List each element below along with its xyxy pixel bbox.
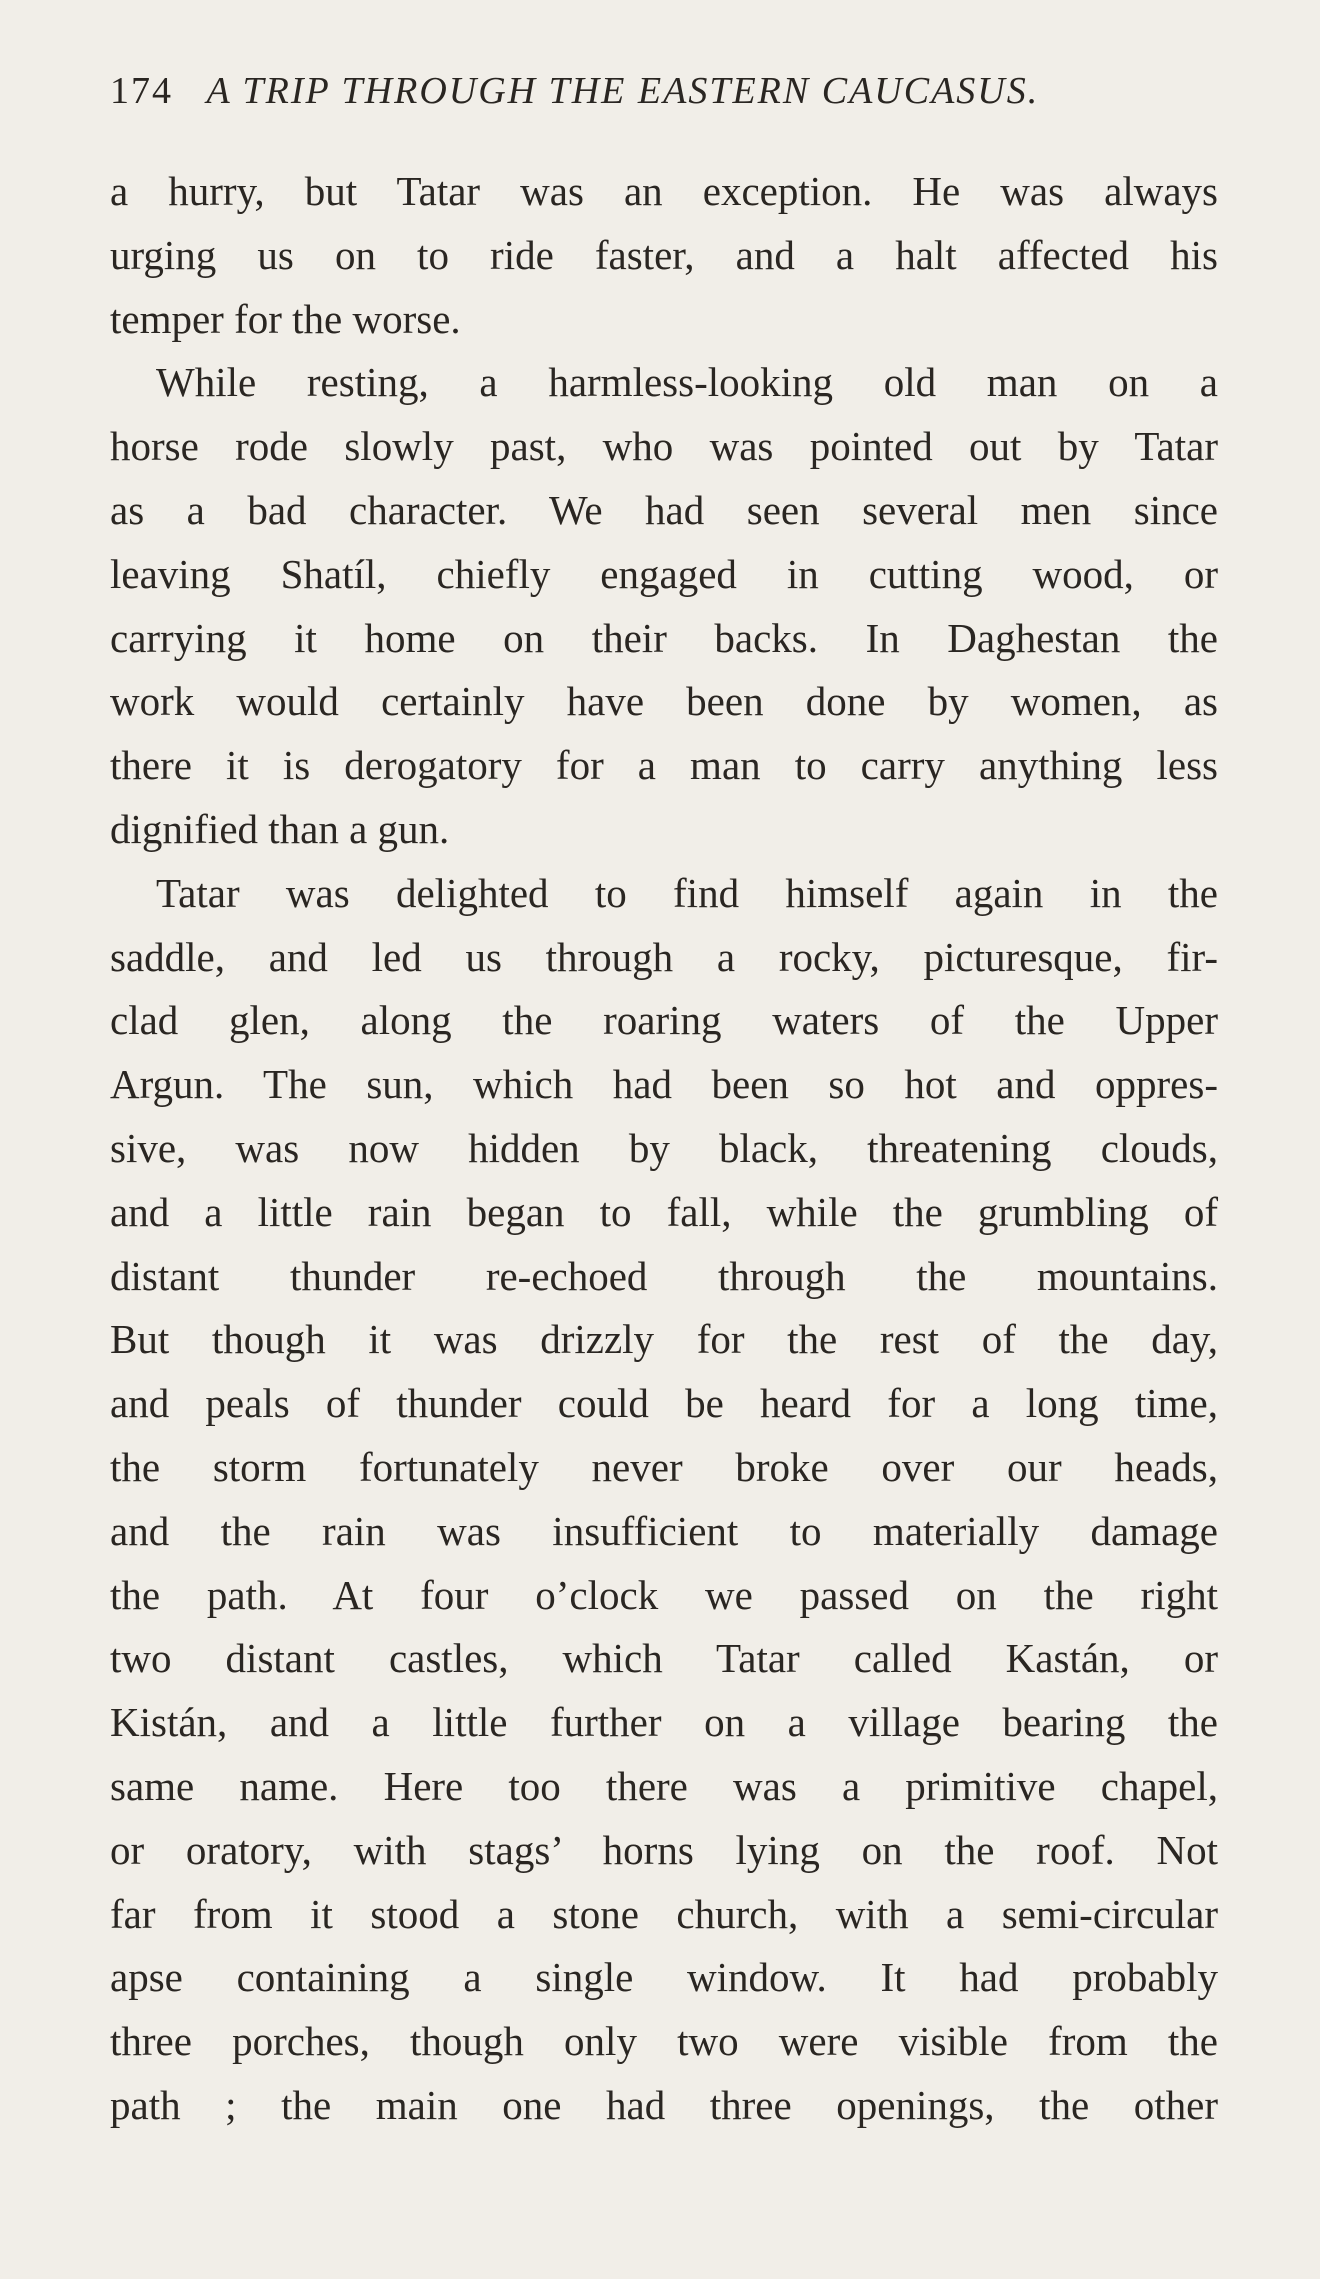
text-line: urging us on to ride faster, and a halt affected his xyxy=(110,231,1218,278)
text-line: three porches, though only two were visible from the xyxy=(110,2018,1218,2065)
text-line: temper for the worse. xyxy=(110,295,461,342)
text-line: a hurry, but Tatar was an exception. He was always xyxy=(110,168,1218,214)
text-line: sive, was now hidden by black, threatening clouds, xyxy=(110,1124,1218,1171)
text-line: apse containing a single window. It had probably xyxy=(110,1954,1218,2001)
text-line: and a little rain began to fall, while the grumbling of xyxy=(110,1188,1218,1235)
text-line: and the rain was insufficient to materially damage xyxy=(110,1507,1218,1554)
text-line: clad glen, along the roaring waters of the Upper xyxy=(110,997,1218,1044)
text-line: there it is derogatory for a man to carry anything less xyxy=(110,742,1218,789)
running-head xyxy=(110,66,1215,116)
text-line: and peals of thunder could be heard for a long time, xyxy=(110,1380,1218,1427)
text-line: saddle, and led us through a rocky, picturesque, fir- xyxy=(110,933,1218,980)
text-line: distant thunder re-echoed through the mountains. xyxy=(110,1252,1218,1299)
text-line: While resting, a harmless-looking old man on a xyxy=(156,359,1218,406)
text-line: as a bad character. We had seen several men since xyxy=(110,486,1218,533)
body-text xyxy=(110,160,1218,2138)
text-line: carrying it home on their backs. In Daghestan the xyxy=(110,614,1218,661)
text-line: But though it was drizzly for the rest of the day, xyxy=(110,1316,1218,1363)
text-line: far from it stood a stone church, with a semi-circular xyxy=(110,1890,1218,1937)
text-line: two distant castles, which Tatar called Kastán, or xyxy=(110,1635,1218,1682)
text-line: the path. At four o’clock we passed on the right xyxy=(110,1571,1218,1618)
text-line: work would certainly have been done by women, as xyxy=(110,678,1218,725)
text-line: the storm fortunately never broke over our heads, xyxy=(110,1443,1218,1490)
running-title: A TRIP THROUGH THE EASTERN CAUCASUS. xyxy=(206,70,1040,112)
text-line: Tatar was delighted to find himself again in the xyxy=(156,869,1218,916)
page-number: 174 xyxy=(110,70,173,112)
text-line: leaving Shatíl, chiefly engaged in cutting wood, or xyxy=(110,550,1218,597)
text-line: dignified than a gun. xyxy=(110,805,450,852)
text-line: same name. Here too there was a primitive chapel, xyxy=(110,1762,1218,1809)
text-line: Kistán, and a little further on a village bearing the xyxy=(110,1699,1218,1746)
text-line: or oratory, with stags’ horns lying on the roof. Not xyxy=(110,1826,1218,1873)
text-line: Argun. The sun, which had been so hot and oppres- xyxy=(110,1061,1218,1108)
text-line: path ; the main one had three openings, the other xyxy=(110,2081,1218,2128)
text-line: horse rode slowly past, who was pointed out by Tatar xyxy=(110,423,1218,470)
